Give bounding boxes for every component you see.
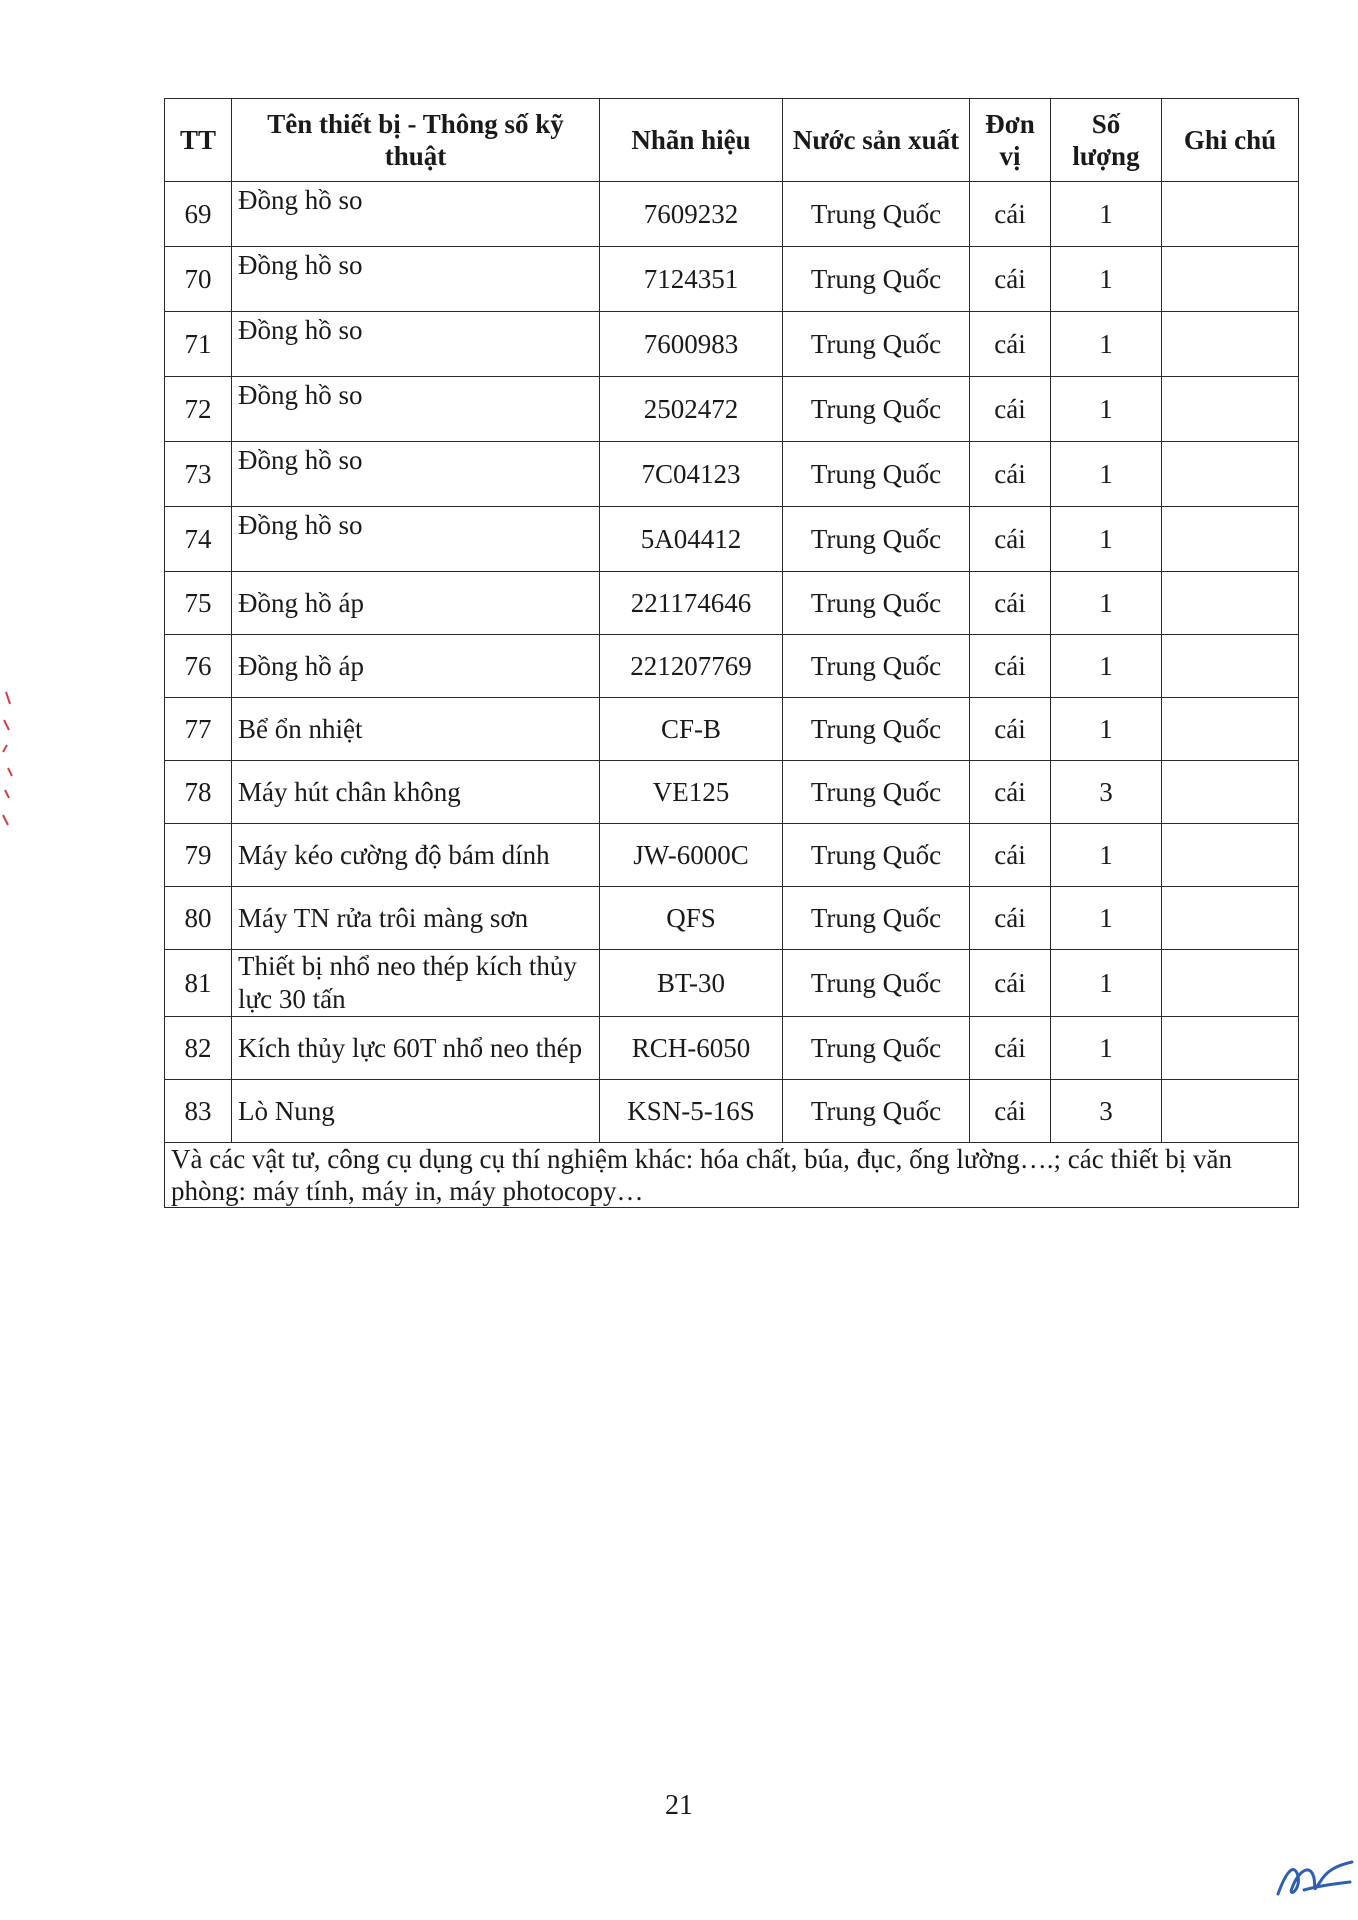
- cell-country: Trung Quốc: [783, 950, 970, 1017]
- table-row: [165, 507, 1299, 572]
- cell-note: [1162, 507, 1299, 572]
- table-row: [165, 1080, 1299, 1143]
- cell-note: [1162, 572, 1299, 635]
- cell-note: [1162, 635, 1299, 698]
- cell-tt: 72: [165, 377, 232, 442]
- cell-brand: BT-30: [600, 950, 783, 1017]
- cell-brand: QFS: [600, 887, 783, 950]
- cell-qty: 1: [1051, 442, 1162, 507]
- cell-qty: 1: [1051, 312, 1162, 377]
- cell-name: Đồng hồ so: [232, 377, 600, 442]
- table-row: [165, 698, 1299, 761]
- cell-note: [1162, 247, 1299, 312]
- cell-qty: 1: [1051, 247, 1162, 312]
- cell-name: Thiết bị nhổ neo thép kích thủy lực 30 tấn: [232, 950, 600, 1017]
- cell-qty: 1: [1051, 182, 1162, 247]
- cell-unit: cái: [970, 507, 1051, 572]
- cell-brand: 5A04412: [600, 507, 783, 572]
- cell-tt: 81: [165, 950, 232, 1017]
- cell-name: Máy hút chân không: [232, 761, 600, 824]
- cell-brand: VE125: [600, 761, 783, 824]
- cell-qty: 1: [1051, 572, 1162, 635]
- page-number: 21: [665, 1790, 693, 1821]
- cell-country: Trung Quốc: [783, 1017, 970, 1080]
- table-row: [165, 377, 1299, 442]
- table-row: [165, 887, 1299, 950]
- cell-note: [1162, 761, 1299, 824]
- cell-note: [1162, 1080, 1299, 1143]
- cell-note: [1162, 887, 1299, 950]
- table-row: [165, 182, 1299, 247]
- table-row: [165, 950, 1299, 1017]
- cell-brand: 7609232: [600, 182, 783, 247]
- cell-qty: 1: [1051, 1017, 1162, 1080]
- cell-tt: 82: [165, 1017, 232, 1080]
- table-row: [165, 442, 1299, 507]
- table-row: [165, 247, 1299, 312]
- cell-note: [1162, 698, 1299, 761]
- cell-unit: cái: [970, 247, 1051, 312]
- cell-tt: 70: [165, 247, 232, 312]
- cell-country: Trung Quốc: [783, 1080, 970, 1143]
- cell-qty: 3: [1051, 761, 1162, 824]
- cell-note: [1162, 950, 1299, 1017]
- cell-country: Trung Quốc: [783, 635, 970, 698]
- cell-country: Trung Quốc: [783, 377, 970, 442]
- header-brand: Nhãn hiệu: [600, 99, 783, 182]
- cell-brand: 2502472: [600, 377, 783, 442]
- cell-qty: 1: [1051, 377, 1162, 442]
- cell-unit: cái: [970, 761, 1051, 824]
- cell-unit: cái: [970, 572, 1051, 635]
- table-row: [165, 1017, 1299, 1080]
- cell-name: Đồng hồ so: [232, 507, 600, 572]
- header-qty: Số lượng: [1051, 99, 1162, 182]
- cell-brand: RCH-6050: [600, 1017, 783, 1080]
- header-note: Ghi chú: [1162, 99, 1299, 182]
- cell-country: Trung Quốc: [783, 442, 970, 507]
- header-tt: TT: [165, 99, 232, 182]
- table-header-row: [165, 99, 1299, 182]
- cell-name: Đồng hồ so: [232, 182, 600, 247]
- cell-country: Trung Quốc: [783, 698, 970, 761]
- cell-unit: cái: [970, 887, 1051, 950]
- cell-tt: 79: [165, 824, 232, 887]
- cell-unit: cái: [970, 1080, 1051, 1143]
- cell-qty: 1: [1051, 950, 1162, 1017]
- cell-unit: cái: [970, 698, 1051, 761]
- cell-name: Đồng hồ so: [232, 247, 600, 312]
- cell-note: [1162, 182, 1299, 247]
- cell-name: Đồng hồ so: [232, 312, 600, 377]
- footer-note: Và các vật tư, công cụ dụng cụ thí nghiệm khác: hóa chất, búa, đục, ống lường….; các thiết bị văn phòng: máy tính, máy in, máy photocopy…: [165, 1143, 1299, 1208]
- cell-name: Đồng hồ so: [232, 442, 600, 507]
- cell-tt: 69: [165, 182, 232, 247]
- cell-note: [1162, 442, 1299, 507]
- cell-note: [1162, 824, 1299, 887]
- cell-qty: 1: [1051, 887, 1162, 950]
- cell-brand: 7600983: [600, 312, 783, 377]
- cell-unit: cái: [970, 824, 1051, 887]
- header-unit: Đơn vị: [970, 99, 1051, 182]
- cell-brand: CF-B: [600, 698, 783, 761]
- cell-unit: cái: [970, 442, 1051, 507]
- cell-name: Đồng hồ áp: [232, 572, 600, 635]
- cell-note: [1162, 1017, 1299, 1080]
- cell-name: Máy kéo cường độ bám dính: [232, 824, 600, 887]
- cell-tt: 80: [165, 887, 232, 950]
- cell-country: Trung Quốc: [783, 312, 970, 377]
- table-row: [165, 824, 1299, 887]
- cell-unit: cái: [970, 950, 1051, 1017]
- cell-tt: 78: [165, 761, 232, 824]
- cell-brand: 221207769: [600, 635, 783, 698]
- header-country: Nước sản xuất: [783, 99, 970, 182]
- cell-qty: 1: [1051, 824, 1162, 887]
- cell-country: Trung Quốc: [783, 507, 970, 572]
- cell-unit: cái: [970, 1017, 1051, 1080]
- stamp-edge-marks: [0, 690, 22, 840]
- table-row: [165, 761, 1299, 824]
- cell-tt: 71: [165, 312, 232, 377]
- cell-note: [1162, 377, 1299, 442]
- cell-country: Trung Quốc: [783, 761, 970, 824]
- cell-qty: 1: [1051, 635, 1162, 698]
- cell-unit: cái: [970, 312, 1051, 377]
- cell-tt: 73: [165, 442, 232, 507]
- table-row: [165, 312, 1299, 377]
- cell-name: Bể ổn nhiệt: [232, 698, 600, 761]
- cell-qty: 1: [1051, 507, 1162, 572]
- cell-qty: 1: [1051, 698, 1162, 761]
- cell-name: Đồng hồ áp: [232, 635, 600, 698]
- cell-tt: 75: [165, 572, 232, 635]
- cell-country: Trung Quốc: [783, 247, 970, 312]
- cell-qty: 3: [1051, 1080, 1162, 1143]
- cell-country: Trung Quốc: [783, 572, 970, 635]
- cell-tt: 74: [165, 507, 232, 572]
- table-row: [165, 572, 1299, 635]
- cell-brand: 221174646: [600, 572, 783, 635]
- cell-tt: 77: [165, 698, 232, 761]
- table-footer-row: [165, 1143, 1299, 1208]
- cell-brand: 7124351: [600, 247, 783, 312]
- cell-unit: cái: [970, 377, 1051, 442]
- cell-tt: 83: [165, 1080, 232, 1143]
- cell-brand: 7C04123: [600, 442, 783, 507]
- cell-unit: cái: [970, 182, 1051, 247]
- cell-name: Lò Nung: [232, 1080, 600, 1143]
- cell-country: Trung Quốc: [783, 887, 970, 950]
- header-name: Tên thiết bị - Thông số kỹ thuật: [232, 99, 600, 182]
- cell-name: Kích thủy lực 60T nhổ neo thép: [232, 1017, 600, 1080]
- cell-country: Trung Quốc: [783, 182, 970, 247]
- cell-brand: KSN-5-16S: [600, 1080, 783, 1143]
- table-row: [165, 635, 1299, 698]
- cell-note: [1162, 312, 1299, 377]
- cell-brand: JW-6000C: [600, 824, 783, 887]
- cell-name: Máy TN rửa trôi màng sơn: [232, 887, 600, 950]
- cell-country: Trung Quốc: [783, 824, 970, 887]
- signature-mark: [1268, 1832, 1358, 1912]
- equipment-table: [164, 98, 1299, 1208]
- cell-tt: 76: [165, 635, 232, 698]
- cell-unit: cái: [970, 635, 1051, 698]
